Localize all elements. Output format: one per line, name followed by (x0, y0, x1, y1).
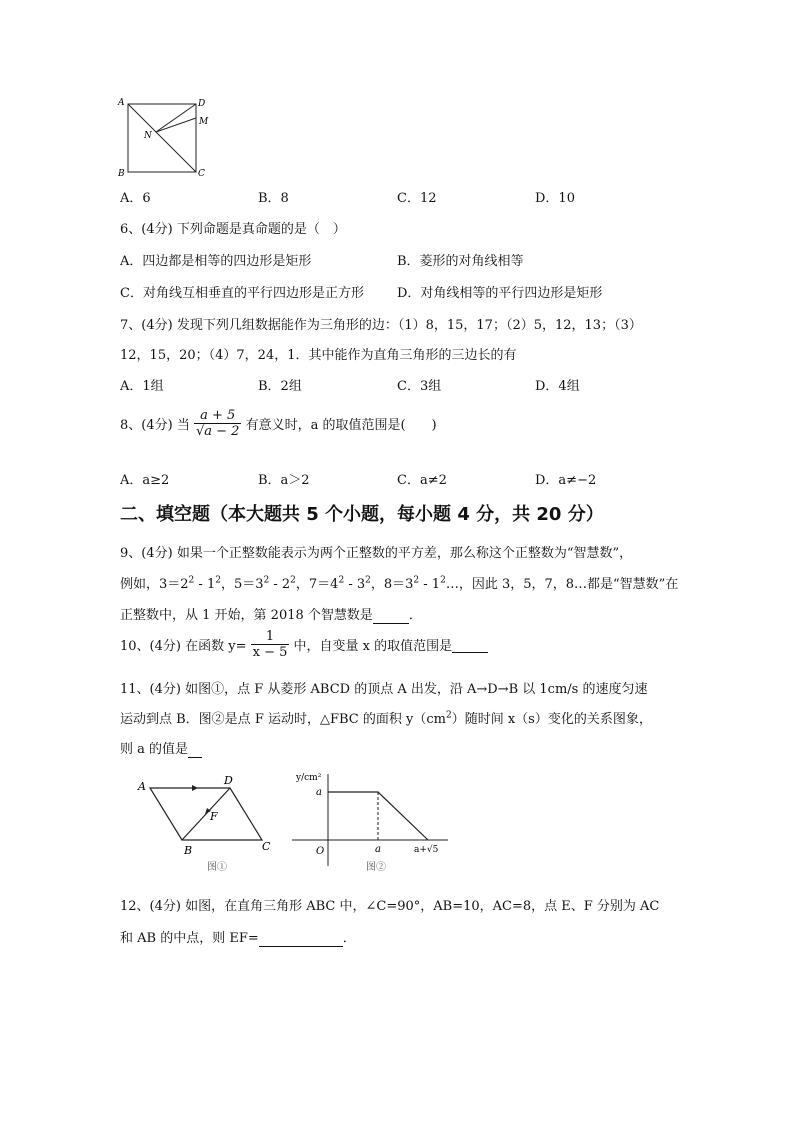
q8-prefix: 8、(4分) 当 (120, 418, 190, 433)
q6-option-c: C．对角线互相垂直的平行四边形是正方形 (120, 286, 364, 301)
q10-fraction (251, 629, 290, 660)
segment-nm (156, 118, 196, 132)
q5-option-a: A．6 (120, 191, 151, 206)
q9-line1: 9、(4分) 如果一个正整数能表示为两个正整数的平方差，那么称这个正整数为“智慧数”， (120, 546, 633, 561)
q11-line1: 11、(4分) 如图①，点 F 从菱形 ABCD 的顶点 A 出发，沿 A→D→B 以 1cm/s 的速度匀速 (120, 682, 648, 697)
q11-line3: 则 a 的值是 (120, 738, 202, 758)
q10-answer-blank[interactable] (452, 637, 488, 653)
q11-line2: 运动到点 B．图②是点 F 运动时，△FBC 的面积 $y(cm^2)$随时间 x（s）变化的关系图象， (120, 710, 652, 727)
q10-numerator: 1 (265, 629, 275, 644)
label-m: M (199, 117, 209, 127)
q5-square-figure (114, 96, 214, 178)
q6-option-a: A．四边都是相等的四边形是矩形 (120, 254, 312, 269)
q9-answer-blank[interactable] (373, 608, 409, 624)
segment-db (182, 788, 230, 840)
q9-line2: 例如，$3=2^2 - 1^2$，$5=3^2 - 2^2$，$7=4^2 - 3^2$，$8=3^2$ - $1^2\dots$，因此 3，5，7，8…都是“智慧数”在 (120, 575, 679, 592)
arrow-ad-icon (192, 785, 198, 791)
label-a: A (118, 98, 125, 108)
q12-line1: 12、(4分) 如图，在直角三角形 ABC 中，∠C=90°，AB=10，AC=8，点 E、F 分别为 AC (120, 899, 660, 914)
q6-option-d: D．对角线相等的平行四边形是矩形 (397, 286, 603, 301)
q9-line3: 正整数中，从 1 开始，第 2018 个智慧数是 ． (120, 608, 422, 623)
label-d: D (198, 99, 206, 109)
q12-answer-blank[interactable] (259, 931, 343, 947)
q7-option-c: C．3组 (397, 379, 442, 394)
q11-rhombus-figure (130, 772, 280, 874)
fig2-y-label: y/cm² (296, 773, 322, 783)
label-n: N (144, 131, 152, 141)
segment-nd (156, 104, 196, 132)
q10-stem: 10、(4分) 在函数 y= $\frac{1}{x - 5}$ 中，自变量 x 的取值范围是 (120, 629, 488, 660)
q12-line2: 和 AB 的中点，则 EF= ． (120, 931, 356, 946)
q8-option-b: B．a＞2 (258, 473, 310, 488)
q7-option-b: B．2组 (258, 379, 302, 394)
section-heading: 二、填空题（本大题共 5 个小题，每小题 4 分，共 20 分） (120, 504, 604, 525)
q7-option-a: A．1组 (120, 379, 164, 394)
q8-fraction (194, 408, 241, 439)
q8-denominator: √a − 2 (195, 424, 240, 439)
fig1-label-d: D (224, 774, 233, 787)
q11-graph-figure (290, 766, 460, 876)
q6-option-b: B．菱形的对角线相等 (397, 254, 524, 269)
fig2-origin: O (316, 846, 325, 857)
diagonal-ac (128, 104, 196, 172)
q8-numerator: a + 5 (200, 408, 236, 423)
q11-answer-blank[interactable] (188, 742, 202, 758)
fig1-label-b: B (184, 844, 193, 857)
fig1-label-f: F (210, 810, 218, 823)
q8-option-a: A．a≥2 (120, 473, 170, 488)
label-c: C (198, 169, 205, 178)
q5-option-d: D．10 (535, 191, 575, 206)
q8-option-d: D．a≠−2 (535, 473, 597, 488)
fig2-caption: 图② (366, 862, 386, 873)
fig2-a-y: a (316, 787, 322, 798)
label-b: B (118, 169, 125, 178)
q7-stem-line1: 7、(4分) 发现下列几组数据能作为三角形的边：（1）8，15，17；（2）5，12，13；（3） (120, 318, 642, 333)
q6-stem: 6、(4分) 下列命题是真命题的是（ ） (120, 222, 346, 237)
q10-denominator: x − 5 (252, 645, 288, 660)
q7-option-d: D．4组 (535, 379, 580, 394)
fig2-a-sqrt5: a+√5 (414, 845, 439, 855)
q8-suffix: 有意义时，a 的取值范围是( ) (245, 418, 437, 433)
fig1-label-a: A (138, 780, 146, 793)
fig1-label-c: C (262, 840, 271, 853)
q5-option-c: C．12 (397, 191, 437, 206)
q5-option-b: B．8 (258, 191, 289, 206)
fig2-a-x: a (375, 844, 381, 855)
q8-stem (120, 408, 437, 439)
fig1-caption: 图① (207, 862, 227, 873)
q7-stem-line2: 12，15，20；（4）7，24，1．其中能作为直角三角形的三边长的有 (120, 348, 517, 363)
q8-option-c: C．a≠2 (397, 473, 447, 488)
